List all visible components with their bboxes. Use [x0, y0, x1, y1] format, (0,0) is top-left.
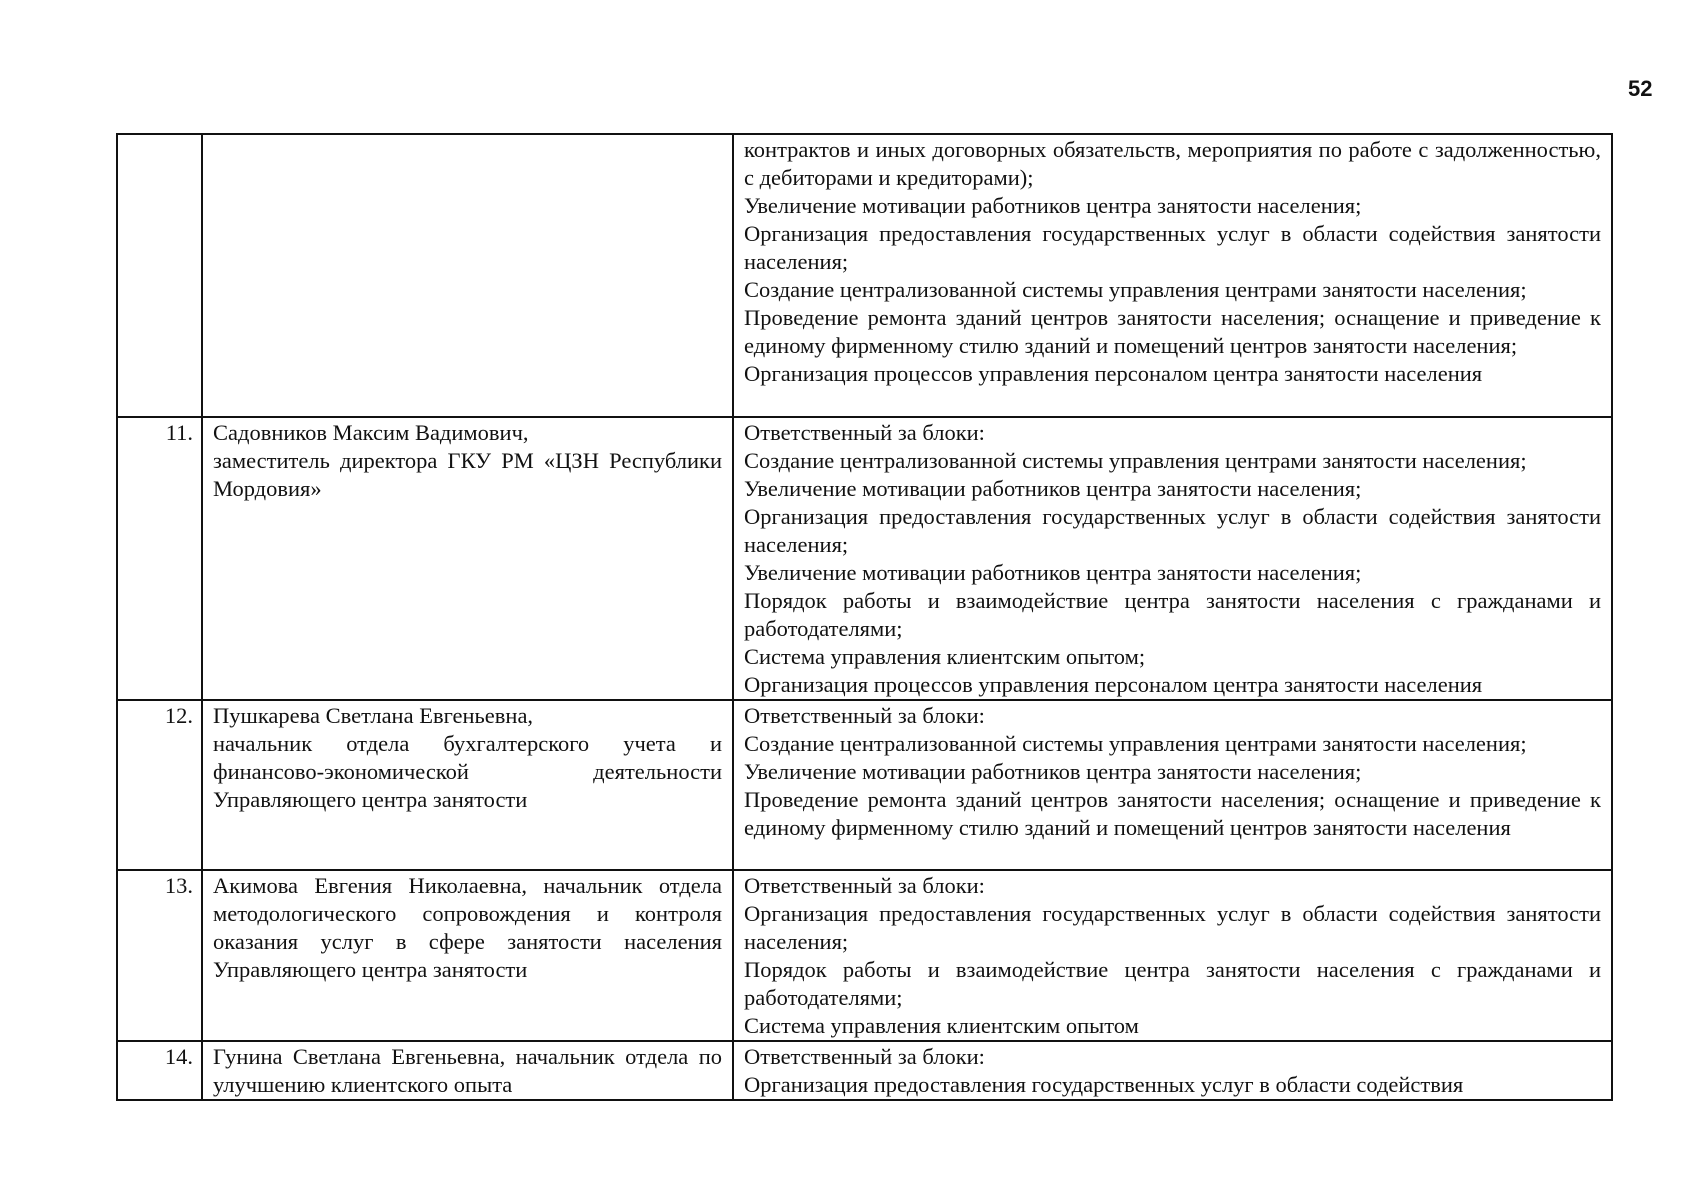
person-cell [202, 134, 733, 417]
block-item: Система управления клиентским опытом [744, 1013, 1139, 1038]
block-item: Организация процессов управления персоналом центра занятости населения [744, 672, 1483, 697]
block-item: Увеличение мотивации работников центра занятости населения; [744, 193, 1362, 218]
person-cell [202, 417, 733, 700]
person-name: Садовников Максим Вадимович, [213, 420, 529, 445]
block-item: Порядок работы и взаимодействие центра занятости населения с гражданами и работодателями; [744, 588, 1601, 641]
block-item: Порядок работы и взаимодействие центра занятости населения с гражданами и работодателями; [744, 957, 1601, 1010]
block-heading: Ответственный за блоки: [744, 1044, 985, 1069]
blocks-cell [733, 134, 1612, 417]
block-item: Увеличение мотивации работников центра занятости населения; [744, 759, 1362, 784]
table-row [117, 870, 1612, 1041]
person-cell: Акимова Евгения Николаевна, начальник отдела методологического сопровождения и контроля оказания услуг в сфере занятости населения Управляющего центра занятости [202, 870, 733, 1041]
blocks-cell [733, 700, 1612, 870]
block-item: Проведение ремонта зданий центров занятости населения; оснащение и приведение к единому фирменному стилю зданий и помещений центров занятости населения [744, 787, 1601, 840]
block-item: Организация процессов управления персоналом центра занятости населения [744, 361, 1483, 386]
table-row [117, 134, 1612, 417]
row-number: 11. [117, 417, 202, 700]
block-item: контрактов и иных договорных обязательств, мероприятия по работе с задолженностью, с дебиторами и кредиторами); [744, 137, 1601, 190]
blocks-cell [733, 417, 1612, 700]
block-item: Создание централизованной системы управления центрами занятости населения; [744, 731, 1527, 756]
blocks-cell [733, 1041, 1612, 1100]
page-number: 52 [1628, 76, 1653, 101]
person-position: заместитель директора ГКУ РМ «ЦЗН Республики Мордовия» [213, 448, 722, 501]
row-number: 12. [117, 700, 202, 870]
block-item: Создание централизованной системы управления центрами занятости населения; [744, 277, 1527, 302]
person-cell [202, 700, 733, 870]
block-item: Система управления клиентским опытом; [744, 644, 1146, 669]
table-row [117, 417, 1612, 700]
block-item: Увеличение мотивации работников центра занятости населения; [744, 476, 1362, 501]
block-item: Организация предоставления государственных услуг в области содействия [744, 1072, 1464, 1097]
block-item: Увеличение мотивации работников центра занятости населения; [744, 560, 1362, 585]
block-item: Проведение ремонта зданий центров занятости населения; оснащение и приведение к единому фирменному стилю зданий и помещений центров занятости населения; [744, 305, 1601, 358]
block-heading: Ответственный за блоки: [744, 873, 985, 898]
block-item: Создание централизованной системы управления центрами занятости населения; [744, 448, 1527, 473]
row-number: 13. [117, 870, 202, 1041]
row-number: 14. [117, 1041, 202, 1100]
person-cell: Гунина Светлана Евгеньевна, начальник отдела по улучшению клиентского опыта [202, 1041, 733, 1100]
block-item: Организация предоставления государственных услуг в области содействия занятости населения; [744, 504, 1601, 557]
person-name: Пушкарева Светлана Евгеньевна, [213, 703, 534, 728]
block-item: Организация предоставления государственных услуг в области содействия занятости населения; [744, 901, 1601, 954]
block-item: Организация предоставления государственных услуг в области содействия занятости населения; [744, 221, 1601, 274]
row-number [117, 134, 202, 417]
block-heading: Ответственный за блоки: [744, 420, 985, 445]
assignments-table [116, 133, 1613, 1101]
block-heading: Ответственный за блоки: [744, 703, 985, 728]
table-row [117, 1041, 1612, 1100]
table-row [117, 700, 1612, 870]
person-position: начальник отдела бухгалтерского учета и финансово-экономической деятельности Управляющего центра занятости [213, 731, 722, 812]
blocks-cell [733, 870, 1612, 1041]
